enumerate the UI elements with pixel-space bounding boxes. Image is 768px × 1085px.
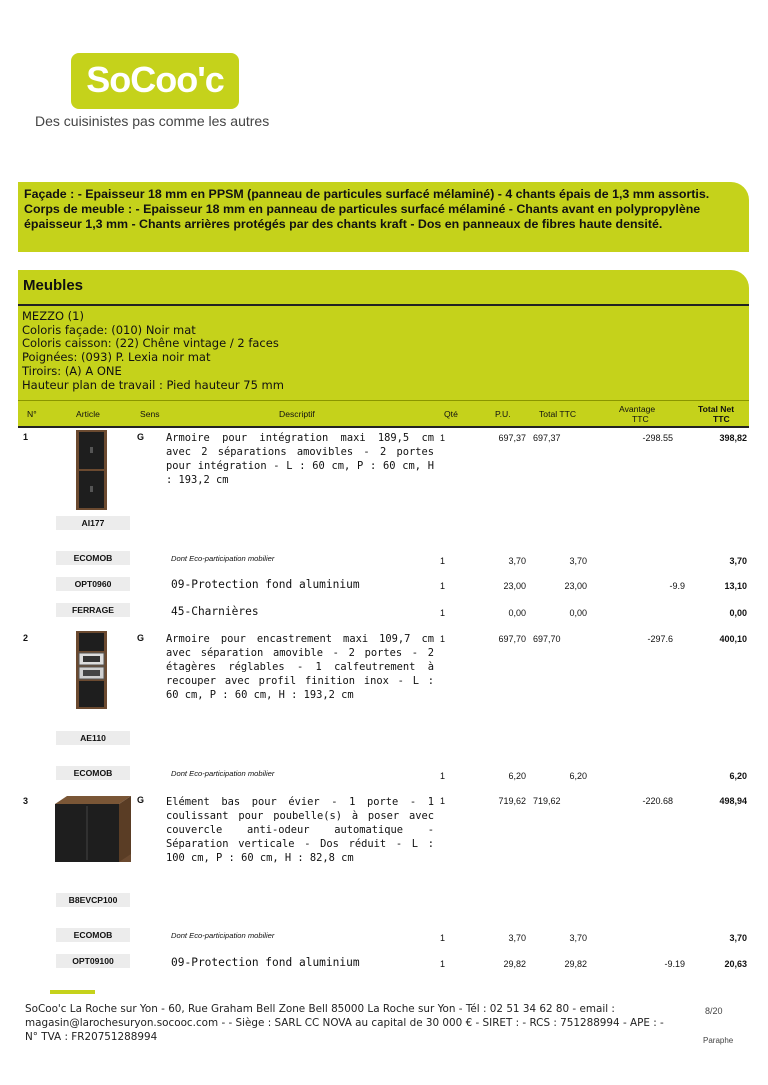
- eco-pu: 3,70: [508, 933, 526, 943]
- info-line: Poignées: (093) P. Lexia noir mat: [22, 350, 211, 365]
- header-total-ttc: Total TTC: [539, 409, 577, 419]
- item-pu: 719,62: [498, 796, 526, 806]
- info-line: Hauteur plan de travail : Pied hauteur 75 mm: [22, 377, 284, 392]
- header-descriptif: Descriptif: [279, 409, 315, 419]
- eco-label: Dont Eco-participation mobilier: [171, 554, 275, 563]
- ferrage-label: 45-Charnières: [171, 605, 259, 618]
- item-sens: G: [137, 795, 145, 805]
- footer-accent-bar: [50, 990, 95, 994]
- option-total: 29,82: [564, 959, 587, 969]
- item-qte: 1: [440, 796, 446, 806]
- product-image: [55, 796, 131, 864]
- eco-qte: 1: [440, 556, 446, 566]
- item-pu: 697,37: [498, 433, 526, 443]
- eco-label: Dont Eco-participation mobilier: [171, 931, 275, 940]
- info-line: Tiroirs: (A) A ONE: [22, 363, 122, 378]
- eco-pu: 6,20: [508, 771, 526, 781]
- eco-qte: 1: [440, 933, 446, 943]
- item-description: Elément bas pour évier - 1 porte - 1 coulissant pour poubelle(s) à poser avec couvercle anti-odeur automatique - Séparation verticale - Dos réduit - L : 100 cm, P : 60 cm, H : 82,8 cm: [166, 796, 434, 864]
- product-image: [76, 430, 107, 510]
- item-avantage: -298.55: [642, 433, 673, 443]
- eco-pu: 3,70: [508, 556, 526, 566]
- header-pu: P.U.: [495, 409, 511, 419]
- option-pu: 23,00: [503, 581, 526, 591]
- eco-total: 3,70: [569, 556, 587, 566]
- header-avantage-ttc: TTC: [632, 414, 649, 424]
- company-logo: [71, 53, 239, 109]
- item-number: 2: [23, 633, 29, 643]
- option-total: 23,00: [564, 581, 587, 591]
- info-line: MEZZO (1): [22, 309, 84, 323]
- eco-code: ECOMOB: [56, 551, 130, 565]
- header-avantage: Avantage: [619, 404, 656, 414]
- ferrage-qte: 1: [440, 608, 446, 618]
- item-code: B8EVCP100: [56, 893, 130, 907]
- item-sens: G: [137, 432, 145, 442]
- option-qte: 1: [440, 959, 446, 969]
- eco-net: 6,20: [729, 771, 747, 781]
- header-total-net: Total Net: [698, 404, 735, 414]
- table-header: [18, 400, 749, 428]
- item-description: Armoire pour encastrement maxi 109,7 cm avec séparation amovible - 2 portes - 2 étagères réglables - 1 calfeutrement à recouper avec profil finition inox - L : 60 cm, P : 60 cm, H : 193,2 cm: [166, 633, 434, 701]
- item-total: 697,37: [533, 433, 561, 443]
- eco-net: 3,70: [729, 933, 747, 943]
- option-qte: 1: [440, 581, 446, 591]
- eco-total: 6,20: [569, 771, 587, 781]
- header-no: N°: [27, 409, 37, 419]
- item-number: 3: [23, 796, 29, 806]
- item-description: Armoire pour intégration maxi 189,5 cm avec 2 séparations amovibles - 2 portes pour intégration - L : 60 cm, P : 60 cm, H : 193,2 cm: [166, 432, 434, 486]
- eco-label: Dont Eco-participation mobilier: [171, 769, 275, 778]
- option-code: OPT0960: [56, 577, 130, 591]
- header-article: Article: [76, 409, 100, 419]
- header-qte: Qté: [444, 409, 458, 419]
- item-total: 697,70: [533, 634, 561, 644]
- option-code: OPT09100: [56, 954, 130, 968]
- logo-text: SoCoo'c: [86, 59, 224, 100]
- option-label: 09-Protection fond aluminium: [171, 956, 360, 969]
- item-code: AI177: [56, 516, 130, 530]
- header-sens: Sens: [140, 409, 160, 419]
- item-total: 719,62: [533, 796, 561, 806]
- option-avantage: -9.9: [669, 581, 685, 591]
- item-qte: 1: [440, 433, 446, 443]
- header-total-net-ttc: TTC: [713, 414, 730, 424]
- eco-net: 3,70: [729, 556, 747, 566]
- option-net: 13,10: [724, 581, 747, 591]
- ferrage-pu: 0,00: [508, 608, 526, 618]
- info-line: Coloris caisson: (22) Chêne vintage / 2 faces: [22, 336, 279, 351]
- ferrage-net: 0,00: [729, 608, 747, 618]
- footer-text: SoCoo'c La Roche sur Yon - 60, Rue Graham Bell Zone Bell 85000 La Roche sur Yon - Tél : 02 51 34 62 80 - email : magasin@larochesuryon.socooc.com - - Siège : SARL CC NOVA au capital de 30 000 € - SIRET : - RCS : 751288994 - APE : - N° TVA : FR20751288994: [25, 1003, 664, 1043]
- eco-code: ECOMOB: [56, 766, 130, 780]
- item-code: AE110: [56, 731, 130, 745]
- item-net: 400,10: [719, 634, 747, 644]
- option-avantage: -9.19: [664, 959, 685, 969]
- item-net: 398,82: [719, 433, 747, 443]
- item-qte: 1: [440, 634, 446, 644]
- item-pu: 697,70: [498, 634, 526, 644]
- model-info: [18, 306, 749, 400]
- option-pu: 29,82: [503, 959, 526, 969]
- paraphe-label: Paraphe: [703, 1036, 734, 1045]
- option-label: 09-Protection fond aluminium: [171, 578, 360, 591]
- item-number: 1: [23, 432, 29, 442]
- eco-code: ECOMOB: [56, 928, 130, 942]
- page-number: 8/20: [705, 1006, 723, 1016]
- item-avantage: -220.68: [642, 796, 673, 806]
- eco-total: 3,70: [569, 933, 587, 943]
- option-net: 20,63: [724, 959, 747, 969]
- item-net: 498,94: [719, 796, 747, 806]
- item-sens: G: [137, 633, 145, 643]
- eco-qte: 1: [440, 771, 446, 781]
- facade-description: Façade : - Epaisseur 18 mm en PPSM (panneau de particules surfacé mélaminé) - 4 chants épais de 1,3 mm assortis. Corps de meuble : - Epaisseur 18 mm en panneau de particules surfacé mélaminé - Chants avant en polypropylène épaisseur 1,3 mm - Chants arrières protégés par des chants kraft - Dos en panneaux de fibres haute densité.: [18, 182, 749, 252]
- ferrage-total: 0,00: [569, 608, 587, 618]
- item-avantage: -297.6: [647, 634, 673, 644]
- info-line: Coloris façade: (010) Noir mat: [22, 322, 196, 337]
- ferrage-code: FERRAGE: [56, 603, 130, 617]
- section-title: Meubles: [18, 270, 749, 306]
- product-image: [76, 631, 107, 709]
- logo-tagline: Des cuisinistes pas comme les autres: [35, 113, 270, 129]
